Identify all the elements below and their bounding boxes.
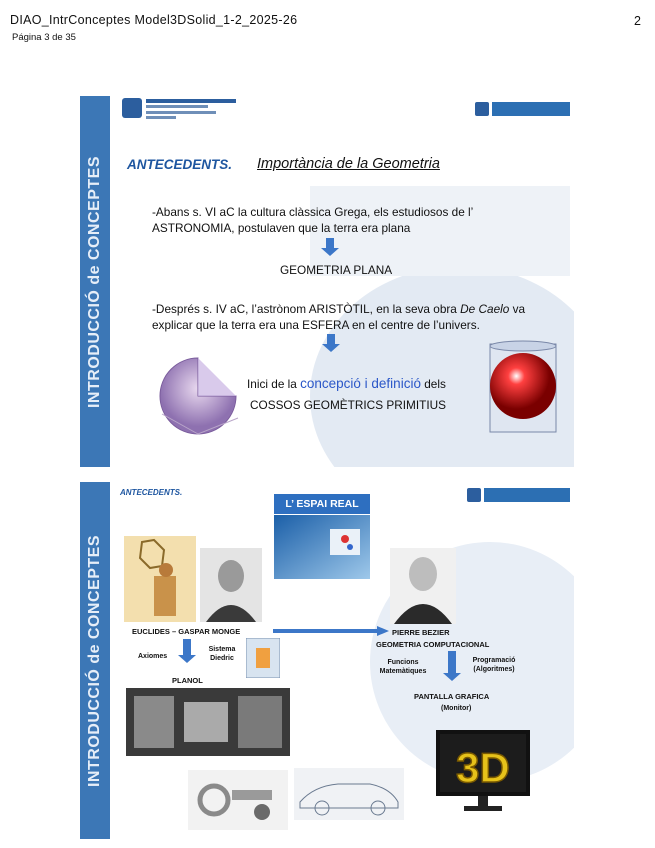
inici-line-2: COSSOS GEOMÈTRICS PRIMITIUS [250, 398, 446, 412]
center-label: GEOMETRIA PLANA [280, 263, 393, 277]
right-arrow-icon [273, 626, 389, 636]
bezier-portrait-image [390, 548, 456, 624]
sidebar-label: INTRODUCCIÓ de CONCEPTES [86, 155, 103, 408]
euclides-image [124, 536, 196, 622]
geometria-computacional-label: GEOMETRIA COMPUTACIONAL [376, 640, 490, 649]
slide-title: ANTECEDENTS. [127, 157, 233, 172]
paragraph-1: -Abans s. VI aC la cultura clàssica Grega, els estudiosos de l’ ASTRONOMIA, postulaven que la terra era plana [152, 205, 473, 235]
pantalla-label: PANTALLA GRAFICA [414, 692, 490, 701]
page-label: Página 3 de 35 [12, 32, 76, 43]
axiomes-label: Axiomes [138, 653, 168, 660]
dihedral-system-image [246, 638, 280, 678]
school-logo [475, 102, 570, 116]
sphere-cylinder-image [486, 340, 560, 438]
monitor-label: (Monitor) [441, 705, 472, 712]
funcions-label: Funcions Matemàtiques [379, 659, 427, 675]
euclides-label: EUCLIDES – GASPAR MONGE [132, 627, 241, 636]
espai-real-banner: L’ ESPAI REAL [274, 494, 370, 514]
slide-1 [80, 96, 574, 467]
inici-text-end: dels [420, 377, 446, 391]
logo-lettering [146, 98, 236, 119]
bezier-label: PIERRE BEZIER [392, 628, 450, 637]
sidebar-label: INTRODUCCIÓ de CONCEPTES [86, 534, 103, 787]
school-logo-box [484, 488, 570, 502]
inici-highlight: concepció i definició [300, 376, 421, 391]
monge-portrait-image [200, 548, 262, 622]
document-title: DIAO_IntrConceptes Model3DSolid_1-2_2025-26 [10, 13, 298, 27]
3d-text: 3D [456, 744, 510, 791]
3d-monitor-image [426, 722, 538, 818]
school-seal-icon [475, 102, 489, 116]
programacio-label: Programació (Algoritmes) [472, 657, 516, 673]
slide-2 [80, 482, 574, 839]
slide-subtitle: Importància de la Geometria [257, 156, 440, 172]
workshop-engraving-image [126, 688, 290, 756]
paragraph-2 [152, 301, 544, 333]
wireframe-car-image [294, 768, 404, 820]
slide-title: ANTECEDENTS. [120, 488, 183, 497]
school-seal-icon [467, 488, 481, 502]
paragraph-2-text-end: va explicar que la terra era una ESFERA en el centre de l’univers. [152, 302, 526, 332]
school-logo [467, 488, 570, 502]
planol-label: PLANOL [172, 676, 203, 685]
university-logo [122, 98, 236, 119]
paragraph-2-work: De Caelo [460, 302, 510, 316]
espai-real-image [274, 515, 370, 579]
school-logo-box [492, 102, 570, 116]
sidebar [80, 96, 110, 467]
inici-text: Inici de la [247, 377, 301, 391]
sidebar [80, 482, 110, 839]
sphere-cutaway-image [152, 352, 244, 436]
inici-line-1 [247, 376, 446, 392]
upc-seal-icon [122, 98, 142, 118]
paragraph-2-text: -Després s. IV aC, l’astrònom ARISTÒTIL, en la seva obra [152, 302, 461, 316]
page-number: 2 [634, 14, 641, 28]
sistema-label: Sistema Diedric [208, 646, 236, 662]
mechanical-parts-image [188, 770, 288, 830]
